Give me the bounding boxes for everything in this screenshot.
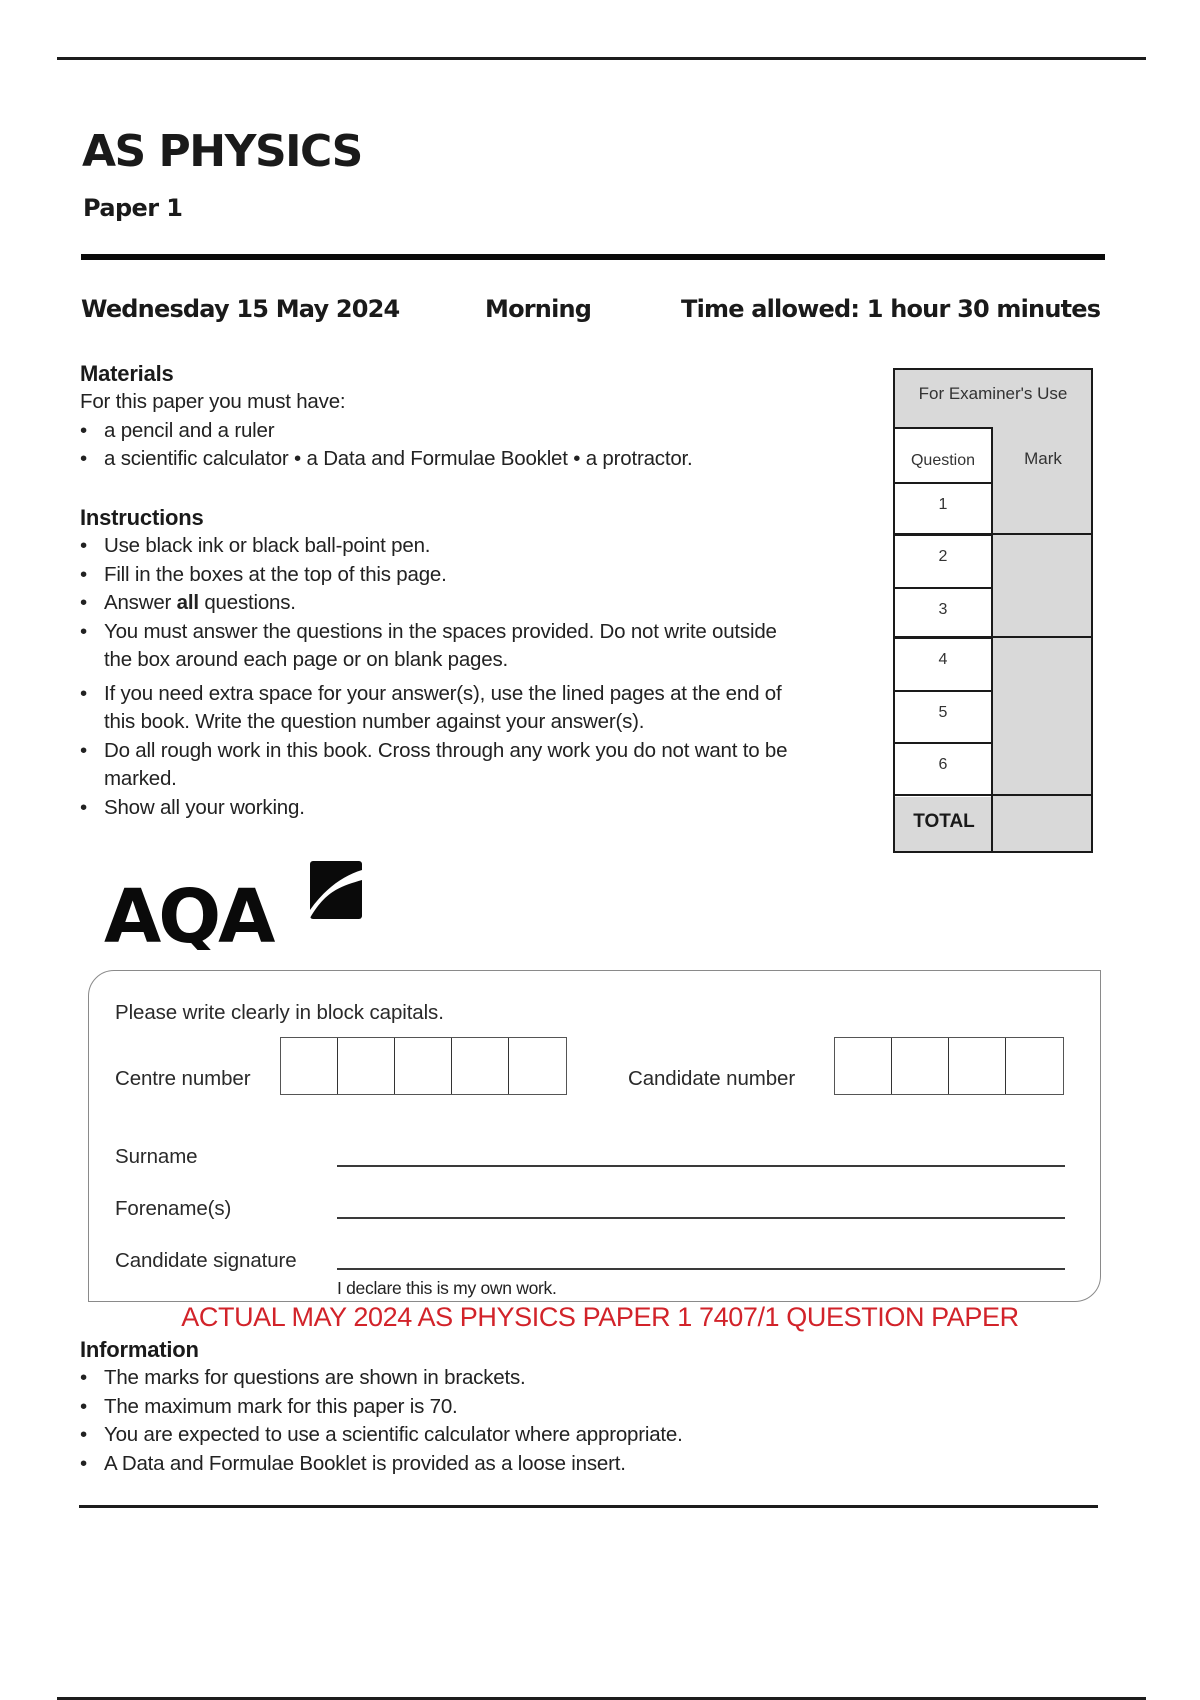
examiner-use-table <box>893 368 1093 853</box>
mark-field-group-2[interactable] <box>995 535 1091 636</box>
block-capitals-instruction: Please write clearly in block capitals. <box>115 1001 444 1024</box>
paper-subtitle: Paper 1 <box>83 194 183 222</box>
list-item: • a scientific calculator • a Data and Formulae Booklet • a protractor. <box>80 445 693 474</box>
examiner-table-heading: For Examiner's Use <box>918 384 1068 403</box>
list-item: • Do all rough work in this book. Cross through any work you do not want to be marked. <box>80 738 788 790</box>
instructions-section <box>80 504 787 822</box>
forenames-field[interactable] <box>337 1217 1065 1219</box>
paper-title: AS PHYSICS <box>82 126 362 177</box>
candidate-number-input <box>834 1037 1064 1095</box>
aqa-swoosh-icon <box>310 861 362 919</box>
mark-header-cell: Mark <box>1024 449 1062 468</box>
aqa-logo <box>104 850 374 950</box>
materials-heading: Materials <box>80 361 174 386</box>
mark-field-group-1[interactable] <box>995 484 1091 533</box>
information-heading: Information <box>80 1337 199 1362</box>
question-row-5: 5 <box>895 690 993 744</box>
aqa-logo-graphic <box>104 850 374 950</box>
bullet-icon: • <box>80 795 87 819</box>
centre-number-input <box>280 1037 567 1095</box>
list-item: • a pencil and a ruler <box>80 417 693 446</box>
aqa-logo-text: AQA <box>104 874 273 950</box>
forenames-label: Forename(s) <box>115 1197 232 1220</box>
bullet-icon: • <box>80 681 87 705</box>
total-mark-field[interactable] <box>993 796 1091 851</box>
list-item: • The marks for questions are shown in brackets. <box>80 1364 683 1393</box>
question-header-cell: Question <box>895 427 993 484</box>
time-allowed: Time allowed: 1 hour 30 minutes <box>681 295 1101 323</box>
question-row-3: 3 <box>895 587 993 639</box>
materials-intro: For this paper you must have: <box>80 390 346 413</box>
centre-number-digit-2[interactable] <box>338 1038 395 1094</box>
list-item: • Show all your working. <box>80 794 787 823</box>
question-row-1: 1 <box>895 482 993 536</box>
bullet-icon: • <box>80 591 87 614</box>
candidate-number-digit-4[interactable] <box>1006 1038 1063 1094</box>
bullet-icon: • <box>80 534 87 557</box>
instructions-heading: Instructions <box>80 505 204 530</box>
bullet-icon: • <box>80 1423 87 1446</box>
surname-field[interactable] <box>337 1165 1065 1167</box>
list-item: • The maximum mark for this paper is 70. <box>80 1393 683 1422</box>
centre-number-digit-3[interactable] <box>395 1038 452 1094</box>
exam-date: Wednesday 15 May 2024 <box>81 295 400 323</box>
total-label: TOTAL <box>913 811 975 832</box>
information-section <box>80 1336 683 1478</box>
question-row-6: 6 <box>895 742 993 797</box>
question-row-2: 2 <box>895 534 993 589</box>
materials-section <box>80 360 693 474</box>
list-item: • Answer all questions. <box>80 589 787 618</box>
declaration-text: I declare this is my own work. <box>337 1278 557 1298</box>
list-item: • If you need extra space for your answer(s), use the lined pages at the end of this book. Write the question number against your answer(s). <box>80 681 782 733</box>
surname-label: Surname <box>115 1145 198 1168</box>
exam-session: Morning <box>485 295 592 323</box>
information-list <box>80 1364 683 1478</box>
list-item: • You must answer the questions in the spaces provided. Do not write outside the box around each page or on blank pages. <box>80 619 777 671</box>
bullet-icon: • <box>80 1366 87 1389</box>
bullet-icon: • <box>80 619 87 643</box>
question-row-4: 4 <box>895 637 993 692</box>
mark-field-group-3[interactable] <box>995 638 1091 794</box>
top-rule <box>57 57 1146 60</box>
signature-field[interactable] <box>337 1268 1065 1270</box>
candidate-number-label: Candidate number <box>628 1067 796 1090</box>
centre-number-digit-4[interactable] <box>452 1038 509 1094</box>
centre-number-digit-1[interactable] <box>281 1038 338 1094</box>
list-item: • Use black ink or black ball-point pen. <box>80 532 787 561</box>
centre-number-digit-5[interactable] <box>509 1038 566 1094</box>
paper-watermark: ACTUAL MAY 2024 AS PHYSICS PAPER 1 7407/1 QUESTION PAPER <box>181 1302 1019 1332</box>
information-rule <box>79 1505 1098 1508</box>
candidate-number-digit-2[interactable] <box>892 1038 949 1094</box>
bullet-icon: • <box>80 418 87 442</box>
candidate-number-digit-1[interactable] <box>835 1038 892 1094</box>
bullet-icon: • <box>80 562 87 586</box>
materials-list <box>80 417 693 474</box>
signature-label: Candidate signature <box>115 1249 297 1272</box>
instructions-list <box>80 532 787 822</box>
list-item: • Fill in the boxes at the top of this page. <box>80 561 787 590</box>
candidate-number-digit-3[interactable] <box>949 1038 1006 1094</box>
title-rule <box>81 254 1105 260</box>
bullet-icon: • <box>80 447 87 470</box>
centre-number-label: Centre number <box>115 1067 251 1090</box>
bullet-icon: • <box>80 1394 87 1418</box>
bullet-icon: • <box>80 1451 87 1475</box>
list-item: • A Data and Formulae Booklet is provided as a loose insert. <box>80 1450 683 1479</box>
bullet-icon: • <box>80 738 87 762</box>
list-item: • You are expected to use a scientific calculator where appropriate. <box>80 1421 683 1450</box>
